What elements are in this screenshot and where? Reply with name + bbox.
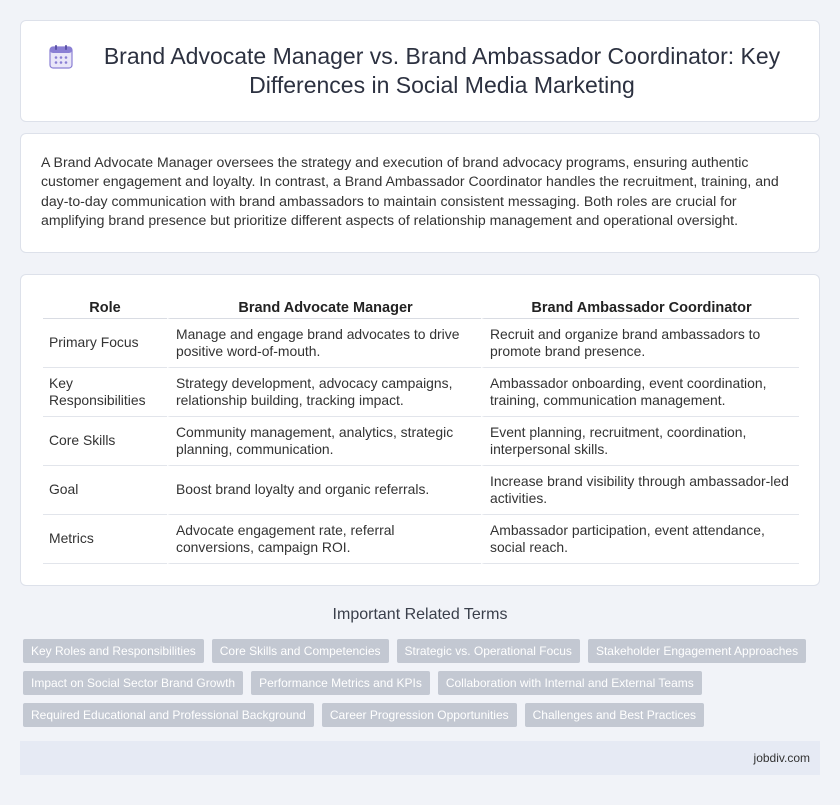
table-cell: Increase brand visibility through ambassador-led activities. xyxy=(481,466,799,515)
table-row xyxy=(43,368,799,417)
intro-paragraph: A Brand Advocate Manager oversees the strategy and execution of brand advocacy programs, ensuring authentic customer engagement and loyalty. In contrast, a Brand Ambassador Coordinator handles the recruitment, training, and day-to-day communication with brand ambassadors to maintain consistent messaging. Both roles are crucial for amplifying brand presence but prioritize different aspects of relationship management and operational oversight. xyxy=(41,154,779,229)
table-row xyxy=(43,466,799,515)
header-brand-advocate-manager: Brand Advocate Manager xyxy=(167,297,481,319)
tag-row xyxy=(23,703,823,727)
table-row xyxy=(43,417,799,466)
related-term-tag[interactable]: Core Skills and Competencies xyxy=(212,639,389,663)
footer-site-link[interactable]: jobdiv.com xyxy=(753,751,810,765)
related-terms-tags xyxy=(23,639,823,735)
related-term-tag[interactable]: Required Educational and Professional Background xyxy=(23,703,314,727)
footer xyxy=(20,741,820,775)
row-label: Metrics xyxy=(43,515,167,564)
row-label: Core Skills xyxy=(43,417,167,466)
tag-row xyxy=(23,639,823,663)
table-row xyxy=(43,515,799,564)
comparison-table xyxy=(43,297,799,564)
table-cell: Ambassador participation, event attendance, social reach. xyxy=(481,515,799,564)
row-label: Primary Focus xyxy=(43,319,167,368)
calendar-icon xyxy=(48,44,74,70)
related-terms-title: Important Related Terms xyxy=(332,606,508,623)
related-term-tag[interactable]: Career Progression Opportunities xyxy=(322,703,517,727)
table-cell: Boost brand loyalty and organic referrals. xyxy=(167,466,481,515)
table-header-row xyxy=(43,297,799,319)
table-cell: Community management, analytics, strategic planning, communication. xyxy=(167,417,481,466)
row-label: Key Responsibilities xyxy=(43,368,167,417)
related-term-tag[interactable]: Key Roles and Responsibilities xyxy=(23,639,204,663)
row-label: Goal xyxy=(43,466,167,515)
table-cell: Ambassador onboarding, event coordination, training, communication management. xyxy=(481,368,799,417)
intro-card xyxy=(20,133,820,253)
title-wrap xyxy=(48,42,792,100)
related-term-tag[interactable]: Strategic vs. Operational Focus xyxy=(397,639,580,663)
related-term-tag[interactable]: Impact on Social Sector Brand Growth xyxy=(23,671,243,695)
tag-row xyxy=(23,671,823,695)
table-cell: Advocate engagement rate, referral conversions, campaign ROI. xyxy=(167,515,481,564)
related-term-tag[interactable]: Performance Metrics and KPIs xyxy=(251,671,430,695)
comparison-table-card xyxy=(20,274,820,586)
table-row xyxy=(43,319,799,368)
table-cell: Event planning, recruitment, coordination, interpersonal skills. xyxy=(481,417,799,466)
table-cell: Recruit and organize brand ambassadors to promote brand presence. xyxy=(481,319,799,368)
title-card xyxy=(20,20,820,122)
related-term-tag[interactable]: Stakeholder Engagement Approaches xyxy=(588,639,806,663)
header-role: Role xyxy=(43,297,167,319)
header-brand-ambassador-coordinator: Brand Ambassador Coordinator xyxy=(481,297,799,319)
related-term-tag[interactable]: Collaboration with Internal and External Teams xyxy=(438,671,702,695)
table-cell: Manage and engage brand advocates to drive positive word-of-mouth. xyxy=(167,319,481,368)
page-title: Brand Advocate Manager vs. Brand Ambassador Coordinator: Key Differences in Social Media Marketing xyxy=(103,43,781,98)
related-term-tag[interactable]: Challenges and Best Practices xyxy=(525,703,704,727)
table-cell: Strategy development, advocacy campaigns, relationship building, tracking impact. xyxy=(167,368,481,417)
